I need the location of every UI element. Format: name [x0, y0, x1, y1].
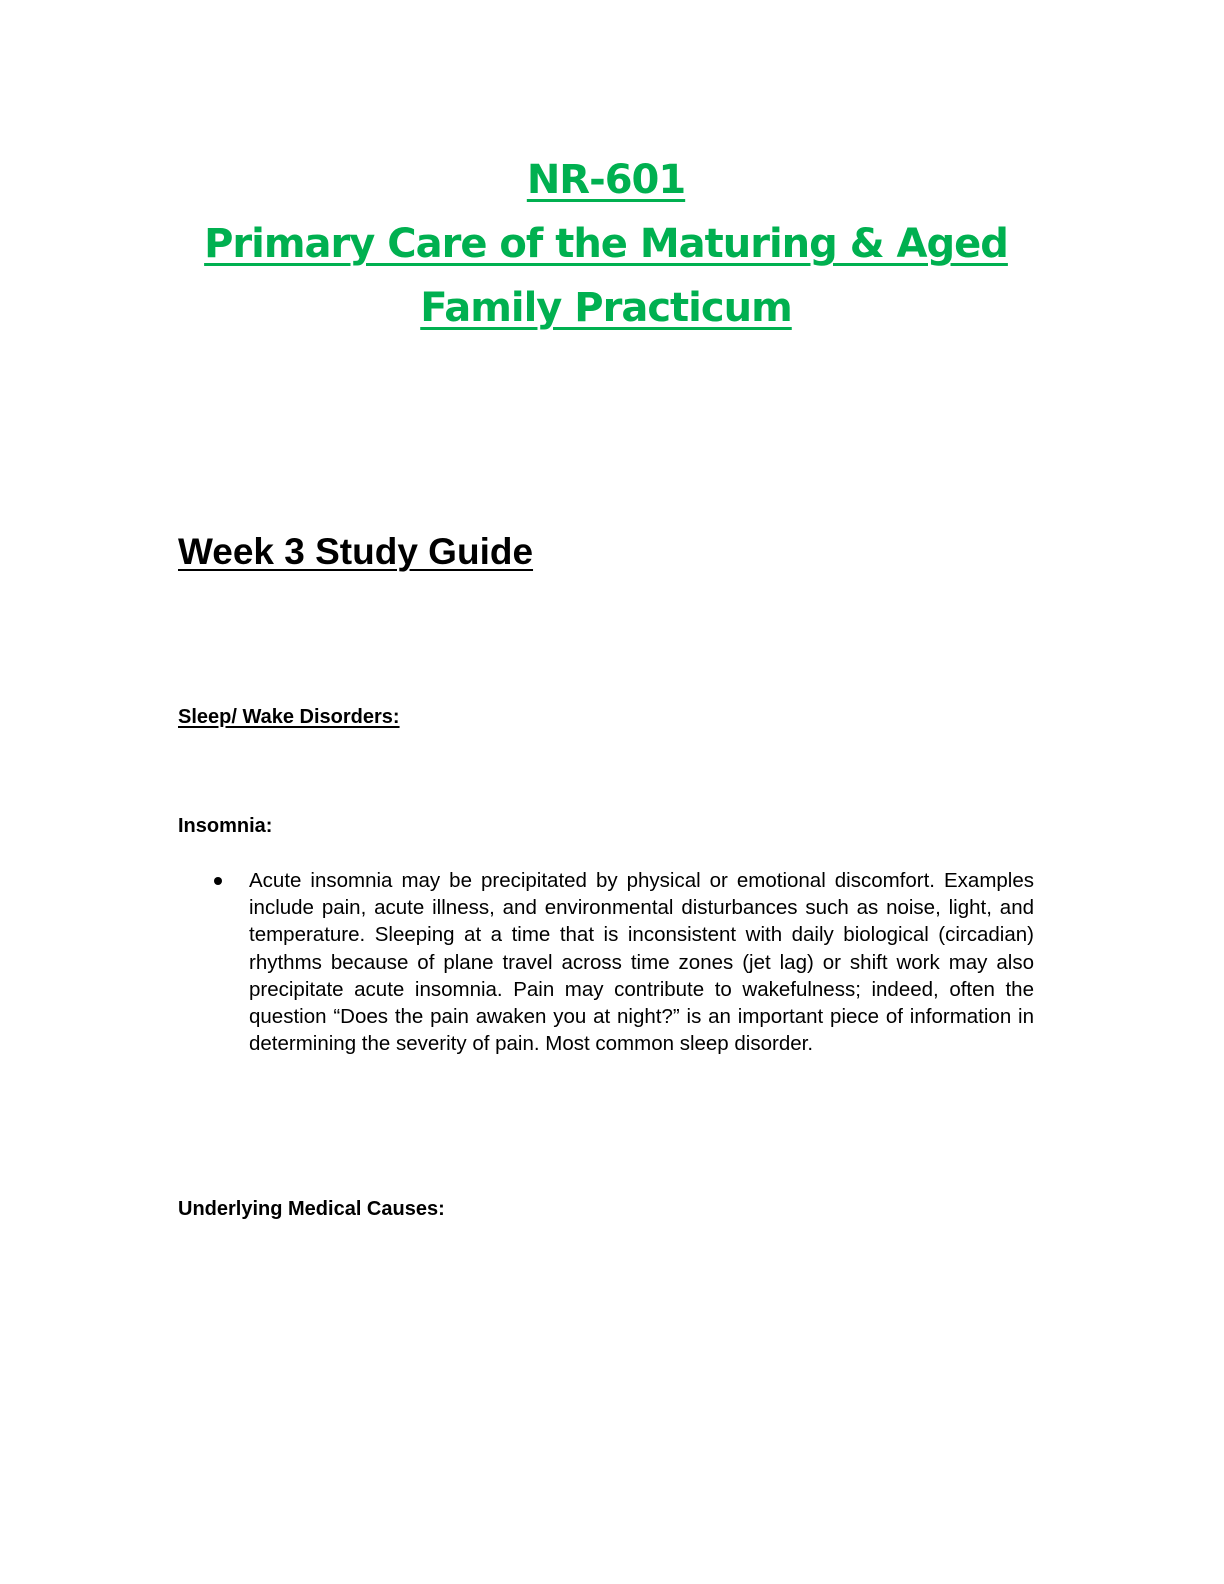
study-guide-title: Week 3 Study Guide [178, 531, 534, 572]
subheading-insomnia: Insomnia: [178, 815, 273, 837]
course-title-line-1 [0, 212, 1212, 276]
section-heading-sleep-wake: Sleep/ Wake Disorders: [178, 706, 400, 728]
list-item [178, 867, 1034, 1057]
insomnia-bullet-text: Acute insomnia may be precipitated by physical or emotional discomfort. Examples include pain, acute illness, and environmental disturbances such as noise, light, and temperature. Sleeping at a time that is inconsistent with daily biological (circadian) rhythms because of plane travel across time zones (jet lag) or shift work may also precipitate acute insomnia. Pain may contribute to wakefulness; indeed, often the question “Does the pain awaken you at night?” is an important piece of information in determining the severity of pain. Most common sleep disorder. [249, 869, 1034, 1056]
bullet-dot-icon [214, 877, 222, 885]
course-code: NR-601 [526, 157, 686, 203]
insomnia-bullet-list [178, 867, 1034, 1057]
course-title-part-2: Family Practicum [420, 285, 792, 331]
course-code-line [0, 148, 1212, 212]
subheading-underlying-medical-causes: Underlying Medical Causes: [178, 1198, 445, 1220]
course-title-line-2 [0, 276, 1212, 340]
course-title-part-1: Primary Care of the Maturing & Aged [204, 221, 1008, 267]
course-title-block [0, 148, 1212, 340]
